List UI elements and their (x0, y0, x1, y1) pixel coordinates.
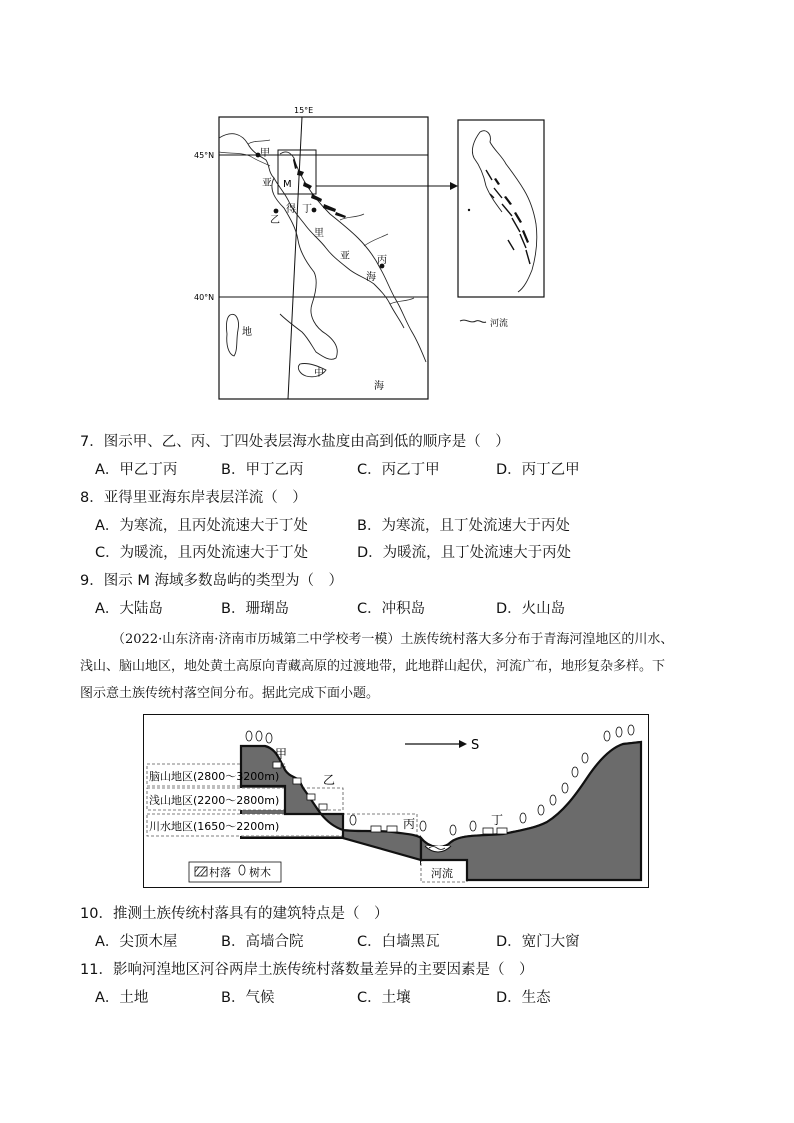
sea-char-5: 海 (366, 272, 376, 283)
q8-option-a[interactable]: A．为寒流，且丙处流速大于丁处 (95, 518, 308, 534)
zone-chuanshui-label: 川水地区(1650～2200m) (149, 820, 280, 833)
river-legend-icon (460, 320, 486, 322)
q10-option-a[interactable]: A．尖顶木屋 (95, 934, 178, 950)
legend-village-label: 村落 (209, 866, 231, 879)
lon-15-label: 15°E (294, 106, 314, 115)
legend-tree-label: 树木 (249, 866, 271, 879)
sardinia-outline (226, 314, 238, 356)
loc-jia: 甲 (275, 747, 288, 761)
question-8-stem: 8．亚得里亚海东岸表层洋流（ ） (80, 490, 307, 506)
q8-option-c[interactable]: C．为暖流，且丙处流速大于丁处 (95, 545, 309, 561)
tu-village-diagram (143, 714, 649, 888)
question-7-stem: 7．图示甲、乙、丙、丁四处表层海水盐度由高到低的顺序是（ ） (80, 434, 510, 450)
q7-option-b[interactable]: B．甲丁乙丙 (221, 462, 304, 478)
med-char-1: 地 (242, 327, 252, 338)
adriatic-map-figure (190, 100, 550, 405)
label-m: M (283, 179, 292, 190)
q10-option-d[interactable]: D．宽门大窗 (496, 934, 580, 950)
q11-option-b[interactable]: B．气候 (221, 990, 275, 1006)
label-ding: 丁 (302, 204, 312, 215)
inset-dot (468, 209, 470, 211)
point-ding (312, 208, 317, 213)
question-10-stem: 10．推测土族传统村落具有的建筑特点是（ ） (80, 906, 389, 922)
legend-tree-icon (239, 865, 245, 875)
q10-option-b[interactable]: B．高墙合院 (221, 934, 304, 950)
lat-45-label: 45°N (194, 151, 215, 160)
q10-option-c[interactable]: C．白墙黑瓦 (357, 934, 440, 950)
passage-line-1: （2022·山东济南·济南市历城第二中学校考一模）土族传统村落大多分布于青海河湟地区的川水、 (112, 632, 674, 647)
passage-line-3: 图示意土族传统村落空间分布。据此完成下面小题。 (80, 686, 380, 701)
passage-line-2: 浅山、脑山地区，地处黄土高原向青藏高原的过渡地带，此地群山起伏，河流广布，地形复杂多样。下 (80, 659, 666, 674)
inset-map-frame (458, 120, 544, 297)
lon-15-line (288, 117, 302, 399)
q9-option-c[interactable]: C．冲积岛 (357, 601, 426, 617)
q8-option-d[interactable]: D．为暖流，且丁处流速大于丙处 (357, 545, 572, 561)
med-char-2: 中 (314, 368, 324, 379)
q7-option-d[interactable]: D．丙丁乙甲 (496, 462, 580, 478)
q9-option-b[interactable]: B．珊瑚岛 (221, 601, 289, 617)
label-bing: 丙 (377, 255, 387, 266)
dalmatian-islands (293, 158, 346, 218)
river-label: 河流 (431, 867, 453, 880)
q11-option-c[interactable]: C．土壤 (357, 990, 411, 1006)
q9-option-d[interactable]: D．火山岛 (496, 601, 566, 617)
loc-ding: 丁 (491, 813, 504, 827)
italy-coastline (219, 134, 404, 360)
river-legend-label: 河流 (490, 319, 509, 329)
sea-char-3: 里 (314, 228, 324, 239)
med-char-3: 海 (374, 381, 384, 392)
q11-option-d[interactable]: D．生态 (496, 990, 551, 1006)
inset-arrow-head (450, 182, 458, 190)
q11-option-a[interactable]: A．土地 (95, 990, 149, 1006)
question-9-stem: 9．图示 M 海域多数岛屿的类型为（ ） (80, 573, 343, 589)
sea-char-2: 得 (286, 204, 296, 215)
inset-coastline (472, 131, 536, 292)
direction-label: S (471, 738, 480, 753)
q9-option-a[interactable]: A．大陆岛 (95, 601, 163, 617)
q8-option-b[interactable]: B．为寒流，且丁处流速大于丙处 (357, 518, 570, 534)
loc-yi: 乙 (323, 773, 336, 787)
zone-qianshan-label: 浅山地区(2200～2800m) (149, 794, 280, 807)
lat-40-label: 40°N (194, 293, 215, 302)
label-yi: 乙 (270, 215, 280, 226)
balkan-coastline (280, 152, 426, 362)
question-11-stem: 11．影响河湟地区河谷两岸土族传统村落数量差异的主要因素是（ ） (80, 962, 534, 978)
q7-option-c[interactable]: C．丙乙丁甲 (357, 462, 440, 478)
inset-islands (486, 170, 530, 264)
q7-option-a[interactable]: A．甲乙丁丙 (95, 462, 178, 478)
loc-bing: 丙 (403, 817, 416, 831)
sea-char-4: 亚 (340, 251, 350, 262)
zone-naoshan-label: 脑山地区(2800～3200m) (149, 770, 280, 783)
label-jia: 甲 (260, 148, 270, 159)
sea-char-1: 亚 (262, 178, 272, 189)
inset-solid-islands (494, 178, 529, 243)
point-yi (274, 209, 279, 214)
